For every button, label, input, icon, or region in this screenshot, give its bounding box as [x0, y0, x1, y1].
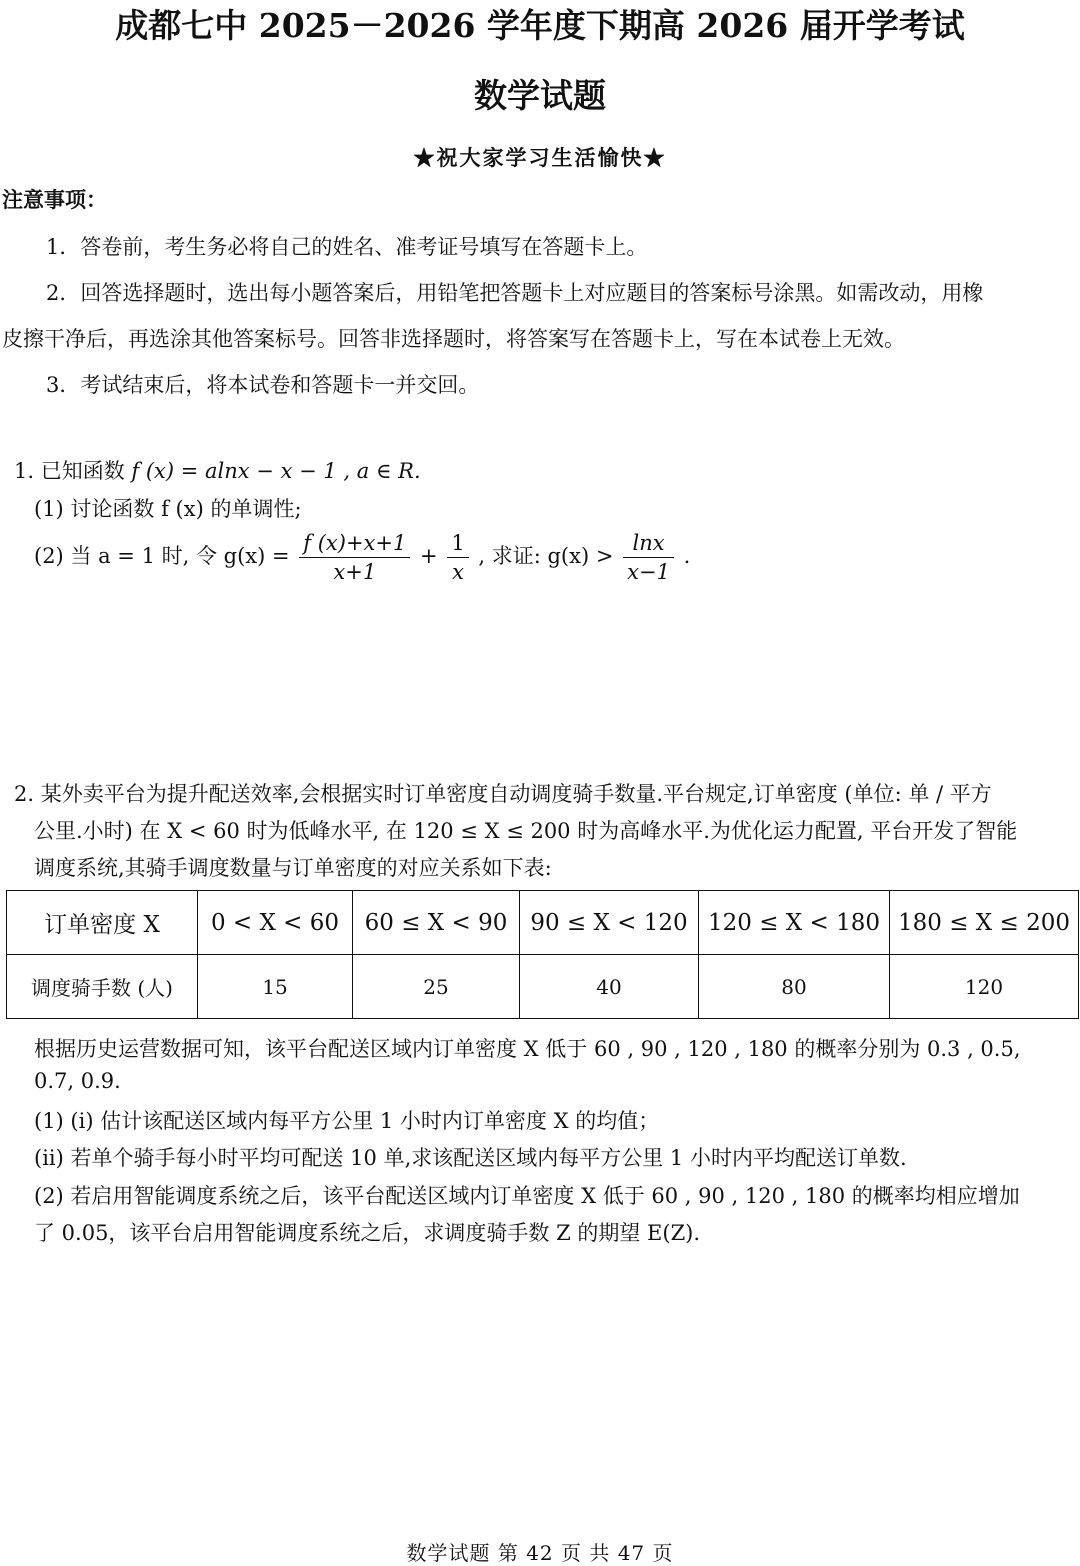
q2-part2-cont: 了 0.05，该平台启用智能调度系统之后，求调度骑手数 Z 的期望 E(Z).: [34, 1221, 701, 1245]
q1-fraction-2: [447, 529, 468, 586]
table-header-cell: 180 ≤ X ≤ 200: [890, 891, 1079, 955]
q1-part1: (1) 讨论函数 f (x) 的单调性;: [34, 497, 302, 521]
q1-part2-end: .: [683, 544, 691, 568]
q2-part1-ii: (ii) 若单个骑手每小时平均可配送 10 单,求该配送区域内每平方公里 1 小时内平均配送订单数.: [34, 1146, 907, 1170]
notice-item-3: 3．考试结束后，将本试卷和答题卡一并交回。: [46, 373, 480, 397]
q1-part2: [34, 526, 690, 586]
q1-fraction-3: [623, 529, 674, 586]
table-cell: 25: [353, 955, 520, 1019]
table-row: [7, 955, 1079, 1019]
table-header-row: [7, 891, 1079, 955]
table-cell: 120: [890, 955, 1079, 1019]
q1-fraction-2-numerator: 1: [447, 529, 468, 558]
q1-part2-prefix: (2) 当 a = 1 时, 令 g(x) =: [34, 544, 290, 568]
q2-part2: (2) 若启用智能调度系统之后，该平台配送区域内订单密度 X 低于 60 , 90 , 120 , 180 的概率均相应增加: [34, 1184, 1020, 1208]
q1-stem-prefix: 1. 已知函数: [14, 459, 132, 483]
notice-item-2-cont: 皮擦干净后，再选涂其他答案标号。回答非选择题时，将答案写在答题卡上，写在本试卷上无效。: [2, 327, 905, 351]
q1-fraction-1-numerator: f (x)+x+1: [299, 529, 410, 558]
exam-motto: ★祝大家学习生活愉快★: [413, 145, 667, 170]
q1-fraction-1: [299, 529, 410, 586]
table-cell: 调度骑手数 (人): [7, 955, 198, 1019]
table-header-cell: 0 < X < 60: [198, 891, 353, 955]
table-header-cell: 90 ≤ X < 120: [520, 891, 699, 955]
table-header-cell: 120 ≤ X < 180: [699, 891, 890, 955]
table-header-cell: 60 ≤ X < 90: [353, 891, 520, 955]
table-cell: 15: [198, 955, 353, 1019]
q1-stem: [14, 455, 421, 485]
notice-item-1: 1．答卷前，考生务必将自己的姓名、准考证号填写在答题卡上。: [46, 235, 648, 259]
q2-part1-i: (1) (i) 估计该配送区域内每平方公里 1 小时内订单密度 X 的均值；: [34, 1109, 660, 1133]
q1-fraction-3-denominator: x−1: [627, 560, 670, 584]
density-rider-table: [6, 890, 1079, 1019]
exam-subtitle: 数学试题: [474, 76, 606, 115]
q2-line-3: 调度系统,其骑手调度数量与订单密度的对应关系如下表:: [34, 856, 552, 880]
table-cell: 40: [520, 955, 699, 1019]
q1-fraction-3-numerator: lnx: [623, 529, 674, 558]
notice-item-2: 2．回答选择题时，选出每小题答案后，用铅笔把答题卡上对应题目的答案标号涂黑。如需改动，用橡: [46, 281, 984, 305]
q1-stem-formula: f (x) = alnx − x − 1 , a ∈ R.: [131, 459, 421, 483]
q2-line-1: 2. 某外卖平台为提升配送效率,会根据实时订单密度自动调度骑手数量.平台规定,订单密度 (单位: 单 / 平方: [14, 782, 992, 806]
notice-heading: 注意事项：: [2, 187, 107, 212]
q2-after-line-1: 根据历史运营数据可知，该平台配送区域内订单密度 X 低于 60 , 90 , 120 , 180 的概率分别为 0.3 , 0.5,: [34, 1037, 1021, 1061]
q1-fraction-1-denominator: x+1: [333, 560, 377, 584]
q1-plus-sign: +: [420, 544, 438, 568]
table-cell: 80: [699, 955, 890, 1019]
table-header-cell: 订单密度 X: [7, 891, 198, 955]
q1-fraction-2-denominator: x: [452, 560, 464, 584]
q2-after-line-2: 0.7, 0.9.: [34, 1069, 121, 1093]
exam-title: 成都七中 2025－2026 学年度下期高 2026 届开学考试: [115, 6, 965, 45]
q2-line-2: 公里.小时) 在 X < 60 时为低峰水平, 在 120 ≤ X ≤ 200 时为高峰水平.为优化运力配置, 平台开发了智能: [34, 819, 1018, 843]
q1-part2-middle: , 求证: g(x) >: [478, 544, 614, 568]
page-footer: 数学试题 第 42 页 共 47 页: [406, 1541, 674, 1565]
